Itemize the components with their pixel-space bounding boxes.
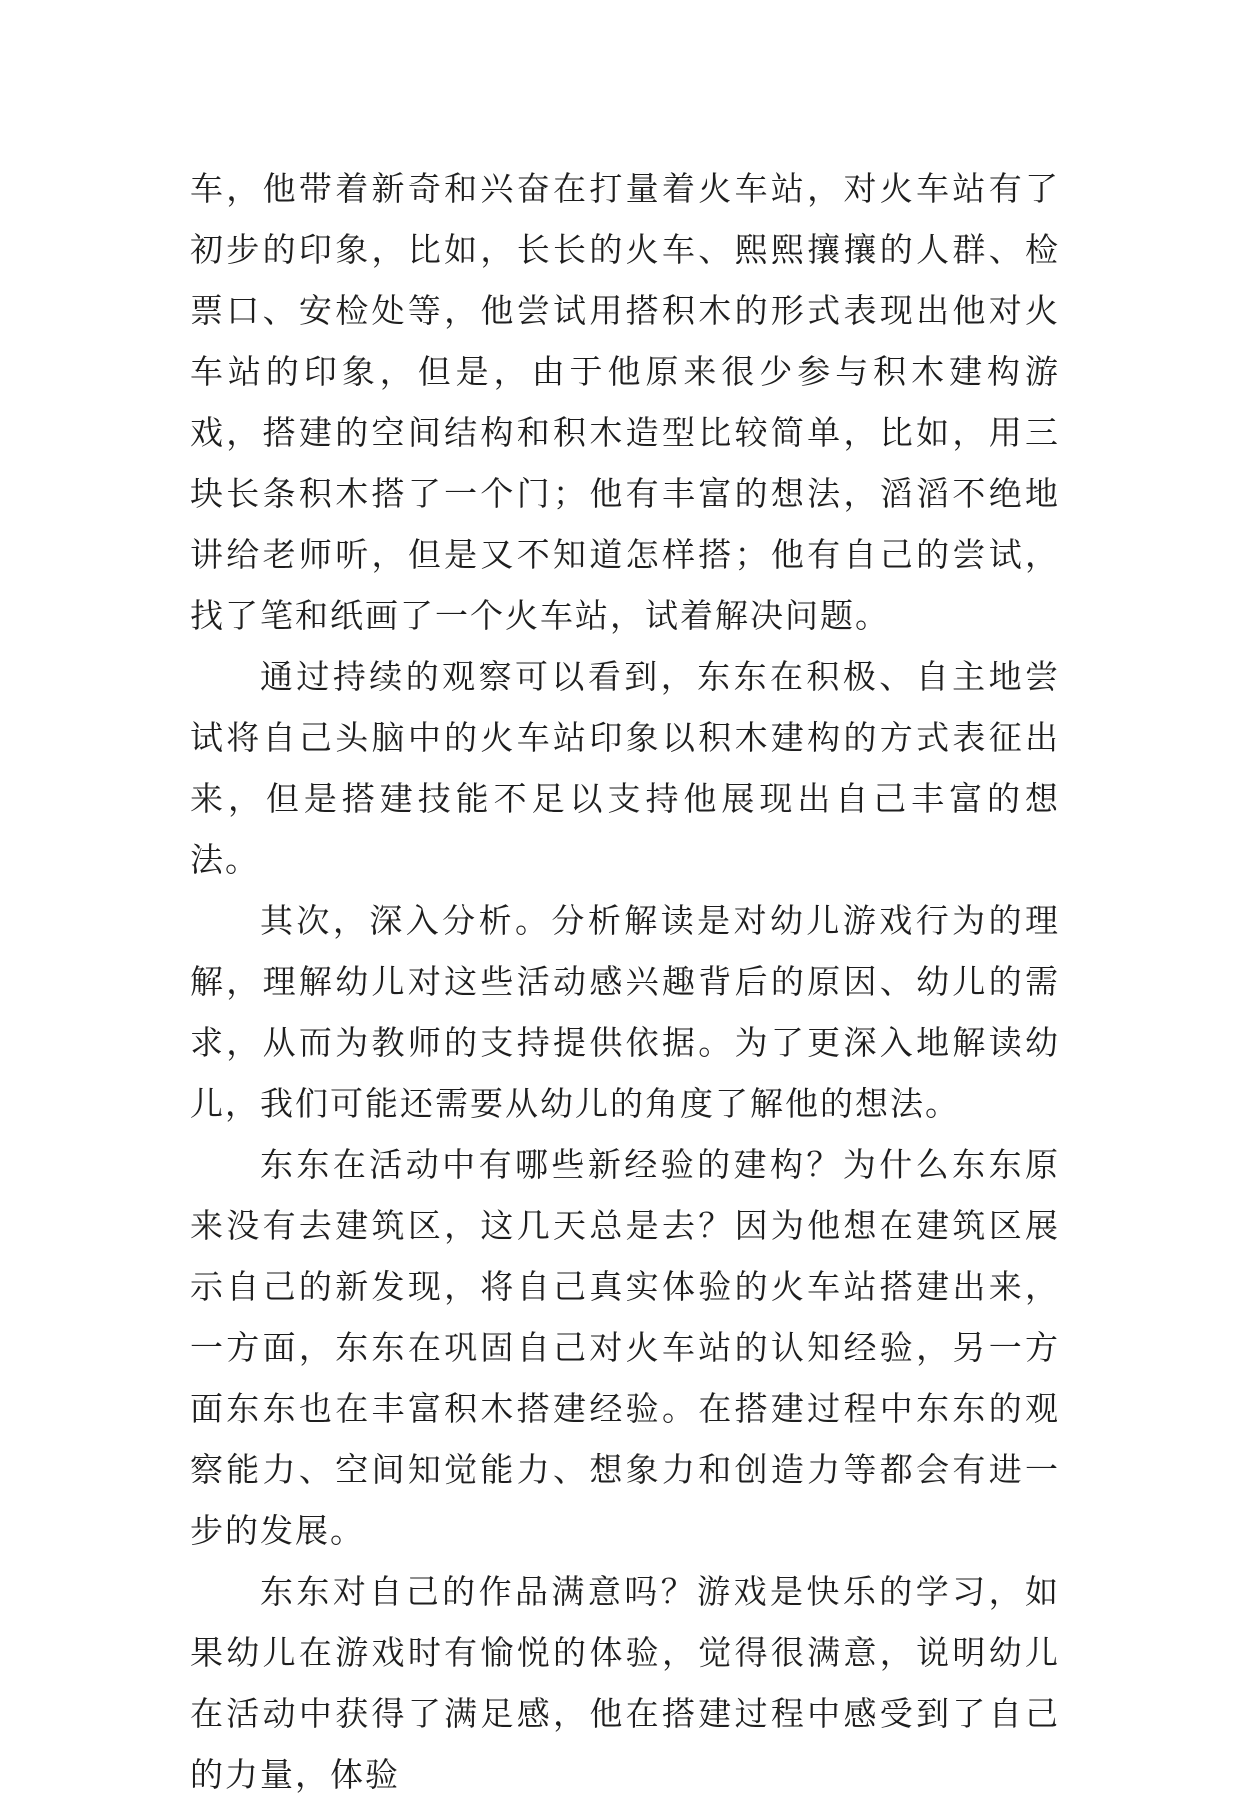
paragraph-4: 东东在活动中有哪些新经验的建构？为什么东东原来没有去建筑区，这几天总是去？因为他想在建筑区展示自己的新发现，将自己真实体验的火车站搭建出来，一方面，东东在巩固自己对火车站的认知经验，另一方面东东也在丰富积木搭建经验。在搭建过程中东东的观察能力、空间知觉能力、想象力和创造力等都会有进一步的发展。 [190,1145,1060,1550]
paragraph-2: 通过持续的观察可以看到，东东在积极、自主地尝试将自己头脑中的火车站印象以积木建构的方式表征出来，但是搭建技能不足以支持他展现出自己丰富的想法。 [190,657,1060,879]
paragraph-3: 其次，深入分析。分析解读是对幼儿游戏行为的理解，理解幼儿对这些活动感兴趣背后的原因、幼儿的需求，从而为教师的支持提供依据。为了更深入地解读幼儿，我们可能还需要从幼儿的角度了解他的想法。 [190,901,1060,1123]
paragraph-5: 东东对自己的作品满意吗？游戏是快乐的学习，如果幼儿在游戏时有愉悦的体验，觉得很满意，说明幼儿在活动中获得了满足感，他在搭建过程中感受到了自己的力量，体验 [190,1572,1060,1794]
paragraph-1: 车，他带着新奇和兴奋在打量着火车站，对火车站有了初步的印象，比如，长长的火车、熙熙攘攘的人群、检票口、安检处等，他尝试用搭积木的形式表现出他对火车站的印象，但是，由于他原来很少参与积木建构游戏，搭建的空间结构和积木造型比较简单，比如，用三块长条积木搭了一个门；他有丰富的想法，滔滔不绝地讲给老师听，但是又不知道怎样搭；他有自己的尝试，找了笔和纸画了一个火车站，试着解决问题。 [190,169,1060,635]
body-text [190,158,1060,1805]
